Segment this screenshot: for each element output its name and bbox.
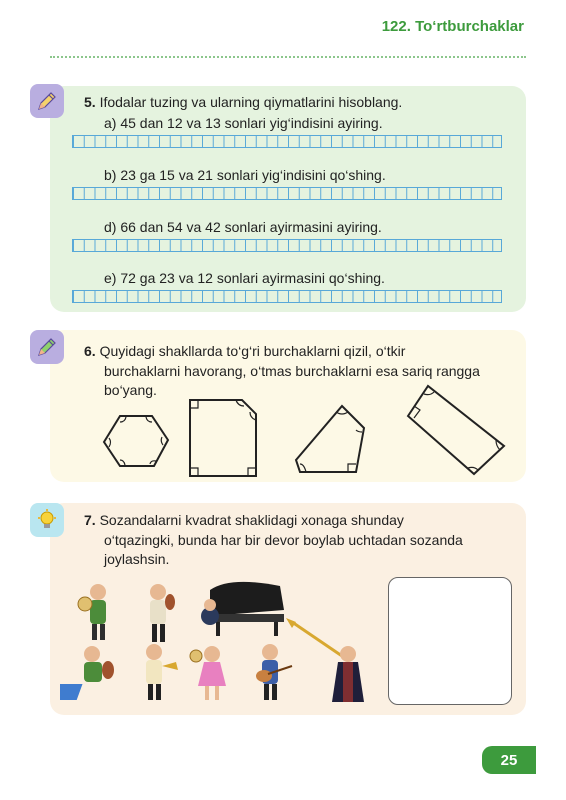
- musician-tambourine[interactable]: [190, 646, 226, 700]
- task5-prompt: Ifodalar tuzing va ularning qiymatlarini hisoblang.: [99, 94, 403, 110]
- header-divider: [50, 56, 526, 58]
- lightbulb-icon: [35, 508, 59, 532]
- musician-doira[interactable]: [78, 584, 106, 640]
- pencil-icon: [35, 335, 59, 359]
- task6-line1-wrap: [84, 341, 405, 361]
- musician-violin[interactable]: [150, 584, 175, 642]
- task5-prompt-line: [84, 92, 402, 112]
- page-number: 25: [482, 746, 536, 774]
- shape-quadrilateral-1[interactable]: [292, 402, 368, 476]
- task6-line3: bo‘yang.: [104, 382, 157, 398]
- musician-karnay[interactable]: [286, 618, 364, 702]
- task5-item-e: e) 72 ga 23 va 12 sonlari ayirmasini qo‘shing.: [104, 270, 385, 286]
- task7-line3: joylashsin.: [104, 551, 170, 567]
- square-room-answer-box[interactable]: [388, 577, 512, 705]
- grand-piano[interactable]: [201, 582, 284, 636]
- task7-line1-wrap: [84, 510, 404, 530]
- shape-pentagon[interactable]: [186, 396, 260, 480]
- answer-grid-e[interactable]: [72, 290, 502, 303]
- pencil-icon: [35, 89, 59, 113]
- task6-icon: [30, 330, 64, 364]
- musician-dutor-on-carpet[interactable]: [60, 646, 114, 700]
- answer-grid-b[interactable]: [72, 187, 502, 200]
- task6-line2: burchaklarni havorang, o‘tmas burchaklarni esa sariq rangga: [104, 363, 480, 379]
- task6-number: 6.: [84, 343, 96, 359]
- page-header-title: 122. To‘rtburchaklar: [381, 18, 524, 35]
- shape-quadrilateral-2[interactable]: [404, 382, 508, 478]
- task5-item-a: a) 45 dan 12 va 13 sonlari yig‘indisini ayiring.: [104, 115, 383, 131]
- task6-line1: Quyidagi shakllarda to‘g‘ri burchaklarni qizil, o‘tkir: [99, 343, 406, 359]
- answer-grid-d[interactable]: [72, 239, 502, 252]
- task7-number: 7.: [84, 512, 96, 528]
- task5-icon: [30, 84, 64, 118]
- task7-line2: o‘tqazingki, bunda har bir devor boylab uchtadan sozanda: [104, 532, 463, 548]
- task5-number: 5.: [84, 94, 96, 110]
- task5-item-d: d) 66 dan 54 va 42 sonlari ayirmasini ayiring.: [104, 219, 382, 235]
- musician-guitar[interactable]: [256, 644, 292, 700]
- shape-hexagon[interactable]: [100, 410, 172, 472]
- task7-line1: Sozandalarni kvadrat shaklidagi xonaga shunday: [99, 512, 404, 528]
- musician-trumpet[interactable]: [146, 644, 178, 700]
- musicians-illustration: [60, 570, 380, 710]
- task5-item-b: b) 23 ga 15 va 21 sonlari yig‘indisini qo‘shing.: [104, 167, 386, 183]
- answer-grid-a[interactable]: [72, 135, 502, 148]
- task7-icon: [30, 503, 64, 537]
